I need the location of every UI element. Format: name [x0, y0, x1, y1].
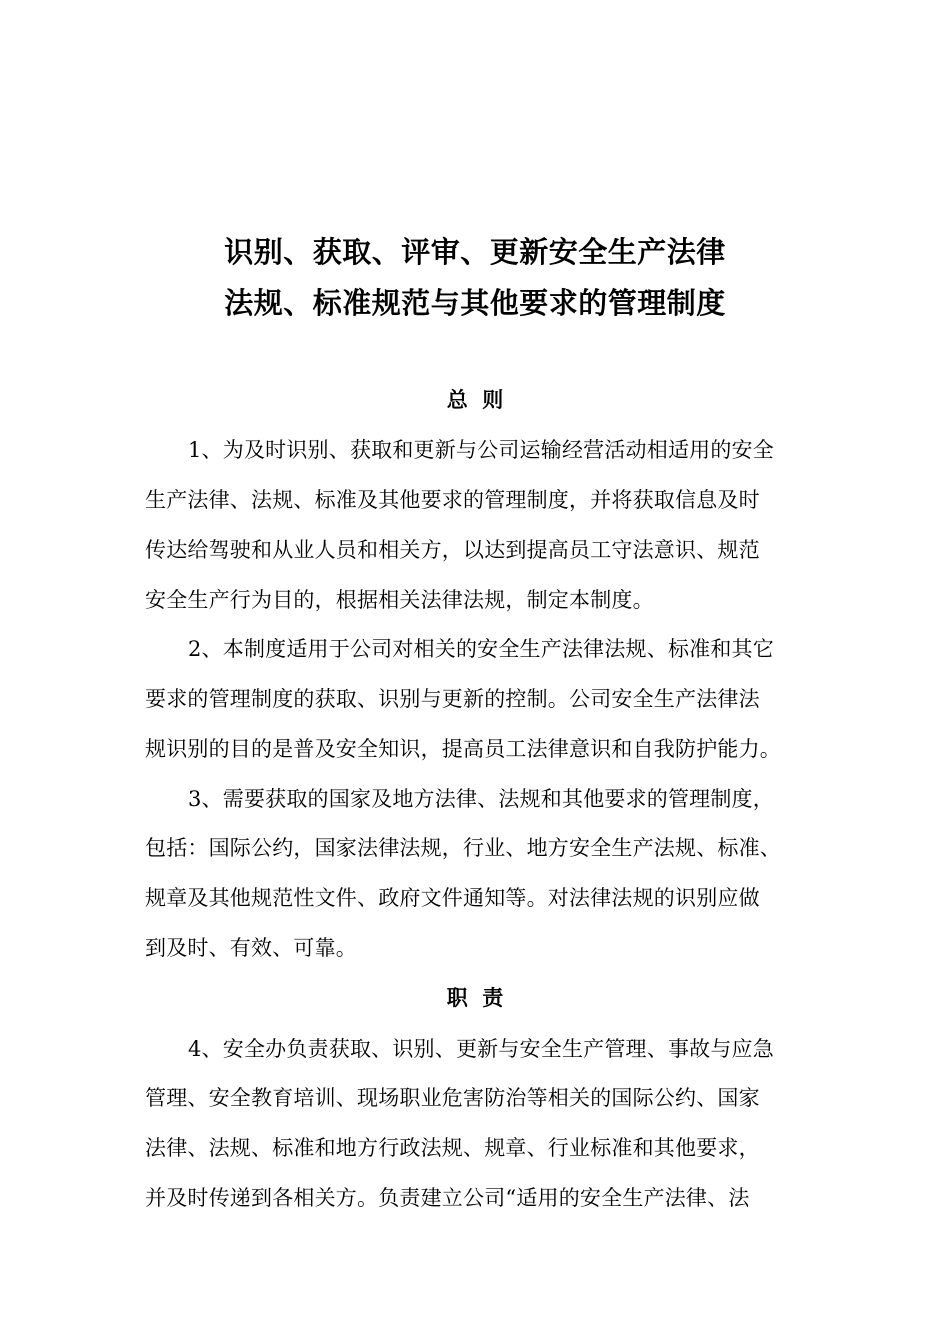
paragraph-line: 传达给驾驶和从业人员和相关方，以达到提高员工守法意识、规范	[145, 538, 760, 562]
paragraph-line: 法律、法规、标准和地方行政法规、规章、行业标准和其他要求，	[145, 1136, 760, 1160]
paragraph-line: 2、本制度适用于公司对相关的安全生产法律法规、标准和其它	[188, 637, 774, 661]
paragraph-line: 要求的管理制度的获取、识别与更新的控制。公司安全生产法律法	[145, 687, 760, 711]
paragraph-line: 管理、安全教育培训、现场职业危害防治等相关的国际公约、国家	[145, 1086, 760, 1110]
paragraph-line: 到及时、有效、可靠。	[145, 936, 357, 960]
paragraph-line: 并及时传递到各相关方。负责建立公司“适用的安全生产法律、法	[145, 1186, 750, 1210]
document-title-line-2: 法规、标准规范与其他要求的管理制度	[224, 286, 726, 320]
paragraph-line: 4、安全办负责获取、识别、更新与安全生产管理、事故与应急	[188, 1037, 774, 1061]
section-heading-duties: 职 责	[446, 986, 504, 1010]
paragraph-line: 安全生产行为目的，根据相关法律法规，制定本制度。	[145, 588, 654, 612]
paragraph-line: 规识别的目的是普及安全知识，提高员工法律意识和自我防护能力。	[145, 737, 781, 761]
paragraph-line: 规章及其他规范性文件、政府文件通知等。对法律法规的识别应做	[145, 886, 760, 910]
paragraph-line: 生产法律、法规、标准及其他要求的管理制度，并将获取信息及时	[145, 488, 760, 512]
section-heading-general: 总 则	[446, 388, 504, 412]
paragraph-line: 3、需要获取的国家及地方法律、法规和其他要求的管理制度，	[188, 787, 774, 811]
paragraph-line: 包括：国际公约，国家法律法规，行业、地方安全生产法规、标准、	[145, 836, 781, 860]
document-title-line-1: 识别、获取、评审、更新安全生产法律	[224, 235, 726, 269]
paragraph-line: 1、为及时识别、获取和更新与公司运输经营活动相适用的安全	[188, 438, 774, 462]
